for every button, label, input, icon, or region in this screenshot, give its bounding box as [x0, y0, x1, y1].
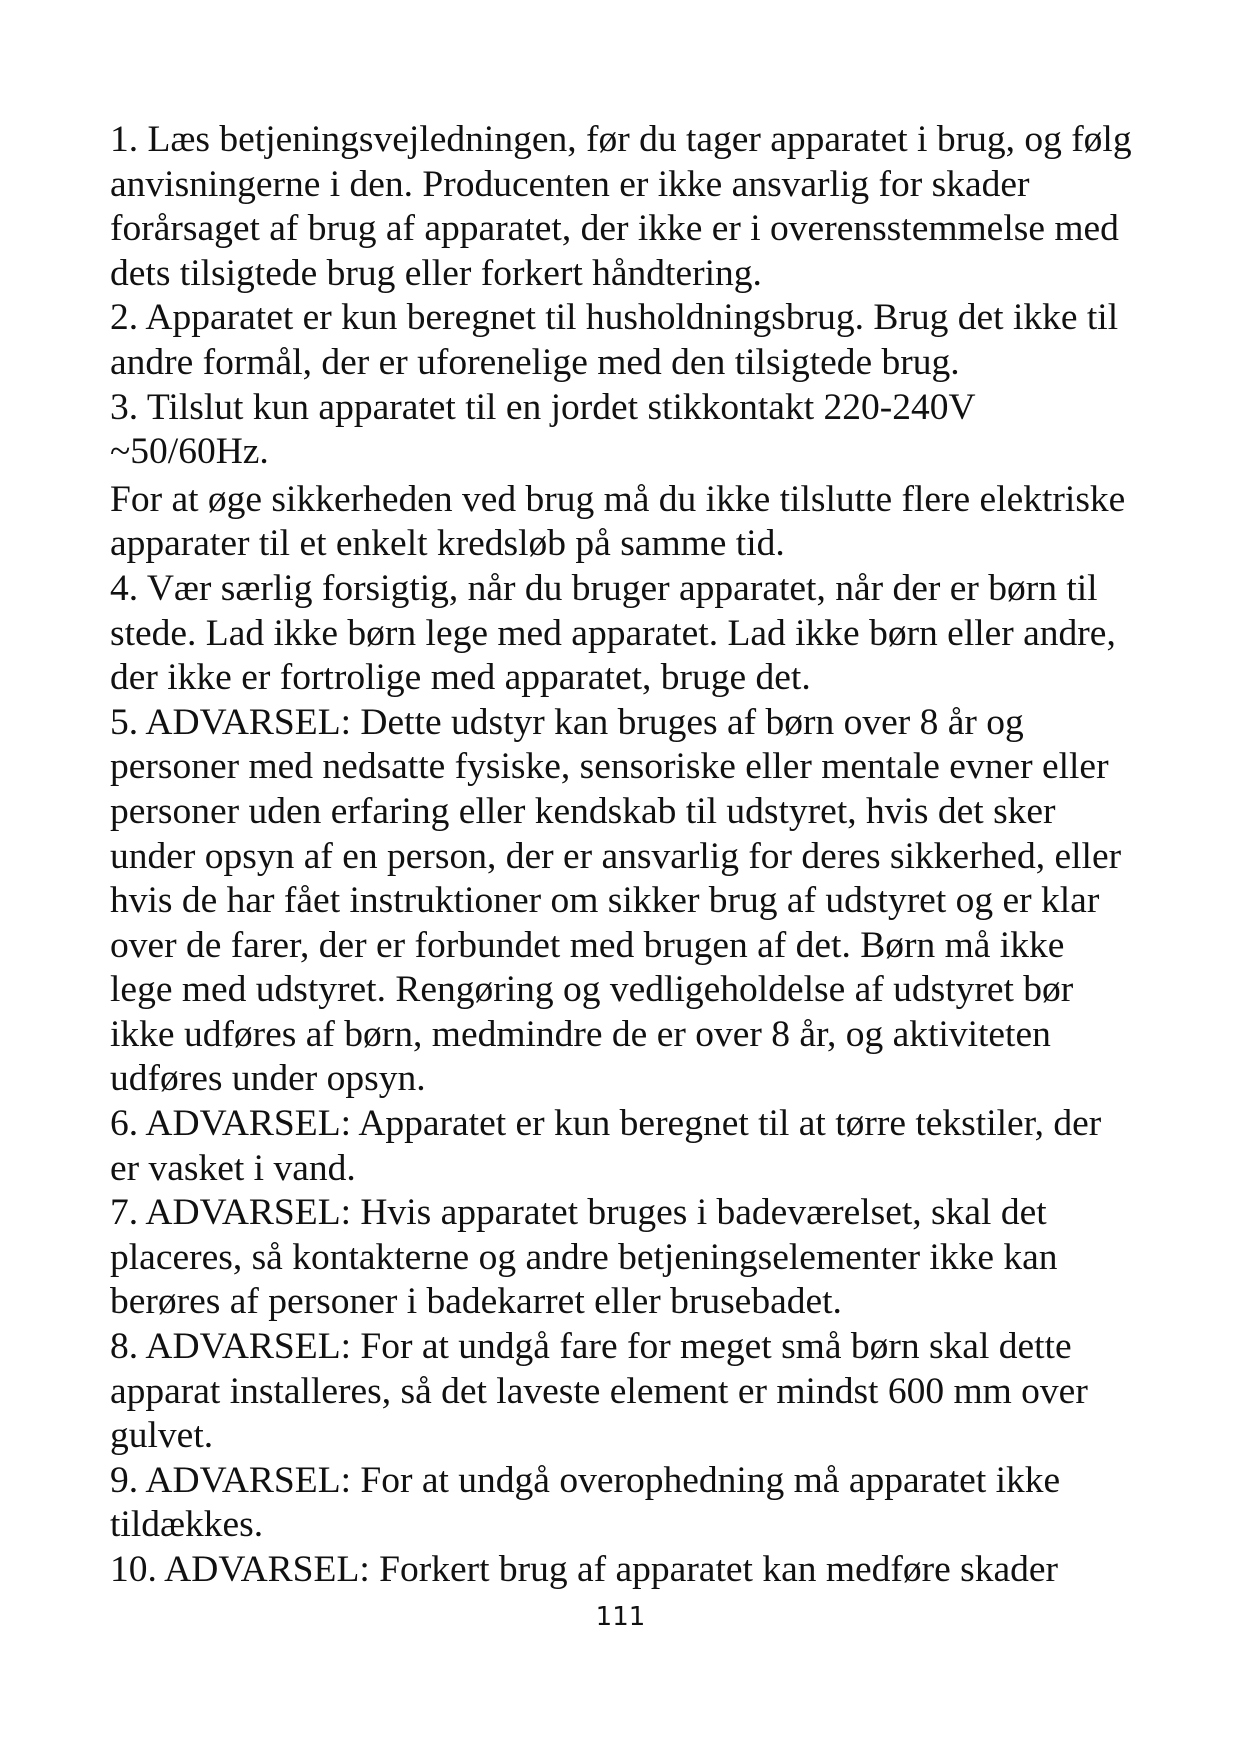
instructions-body	[110, 118, 1190, 1593]
paragraph-item-6: 6. ADVARSEL: Apparatet er kun beregnet til at tørre tekstiler, der er vasket i vand.	[110, 1103, 1102, 1189]
paragraph-item-4: 4. Vær særlig forsigtig, når du bruger apparatet, når der er børn til stede. Lad ikke børn lege med apparatet. Lad ikke børn eller andre, der ikke er fortrolige med apparatet, bruge det.	[110, 567, 1116, 699]
paragraph-item-7: 7. ADVARSEL: Hvis apparatet bruges i badeværelset, skal det placeres, så kontakterne og andre betjeningselementer ikke kan berøres af personer i badekarret eller brusebadet.	[110, 1192, 1058, 1323]
page-number: 111	[595, 1602, 646, 1632]
paragraph-item-10: 10. ADVARSEL: Forkert brug af apparatet kan medføre skader	[110, 1549, 1059, 1590]
paragraph-item-5: 5. ADVARSEL: Dette udstyr kan bruges af børn over 8 år og personer med nedsatte fysiske, sensoriske eller mentale evner eller personer uden erfaring eller kendskab til udstyret, hvis det sker under opsyn af en person, der er ansvarlig for deres sikkerhed, eller hvis de har fået instruktioner om sikker brug af udstyret og er klar over de farer, der er forbundet med brugen af det. Børn må ikke lege med udstyret. Rengøring og vedligeholdelse af udstyret bør ikke udføres af børn, medmindre de er over 8 år, og aktiviteten udføres under opsyn.	[110, 701, 1122, 1100]
paragraph-safety-note: For at øge sikkerheden ved brug må du ikke tilslutte flere elektriske apparater til et enkelt kredsløb på samme tid.	[110, 478, 1126, 565]
paragraph-item-2: 2. Apparatet er kun beregnet til husholdningsbrug. Brug det ikke til andre formål, der er uforenelige med den tilsigtede brug.	[110, 297, 1119, 383]
paragraph-item-9: 9. ADVARSEL: For at undgå overophedning må apparatet ikke tildækkes.	[110, 1459, 1061, 1546]
paragraph-item-8: 8. ADVARSEL: For at undgå fare for meget små børn skal dette apparat installeres, så det laveste element er mindst 600 mm over gulvet.	[110, 1326, 1088, 1457]
paragraph-item-1: 1. Læs betjeningsvejledningen, før du tager apparatet i brug, og følg anvisningerne i den. Producenten er ikke ansvarlig for skader forårsaget af brug af apparatet, der ikke er i overensstemmelse med dets tilsigtede brug eller forkert håndtering.	[110, 119, 1132, 294]
paragraph-item-3: 3. Tilslut kun apparatet til en jordet stikkontakt 220-240V ~50/60Hz.	[110, 386, 976, 473]
